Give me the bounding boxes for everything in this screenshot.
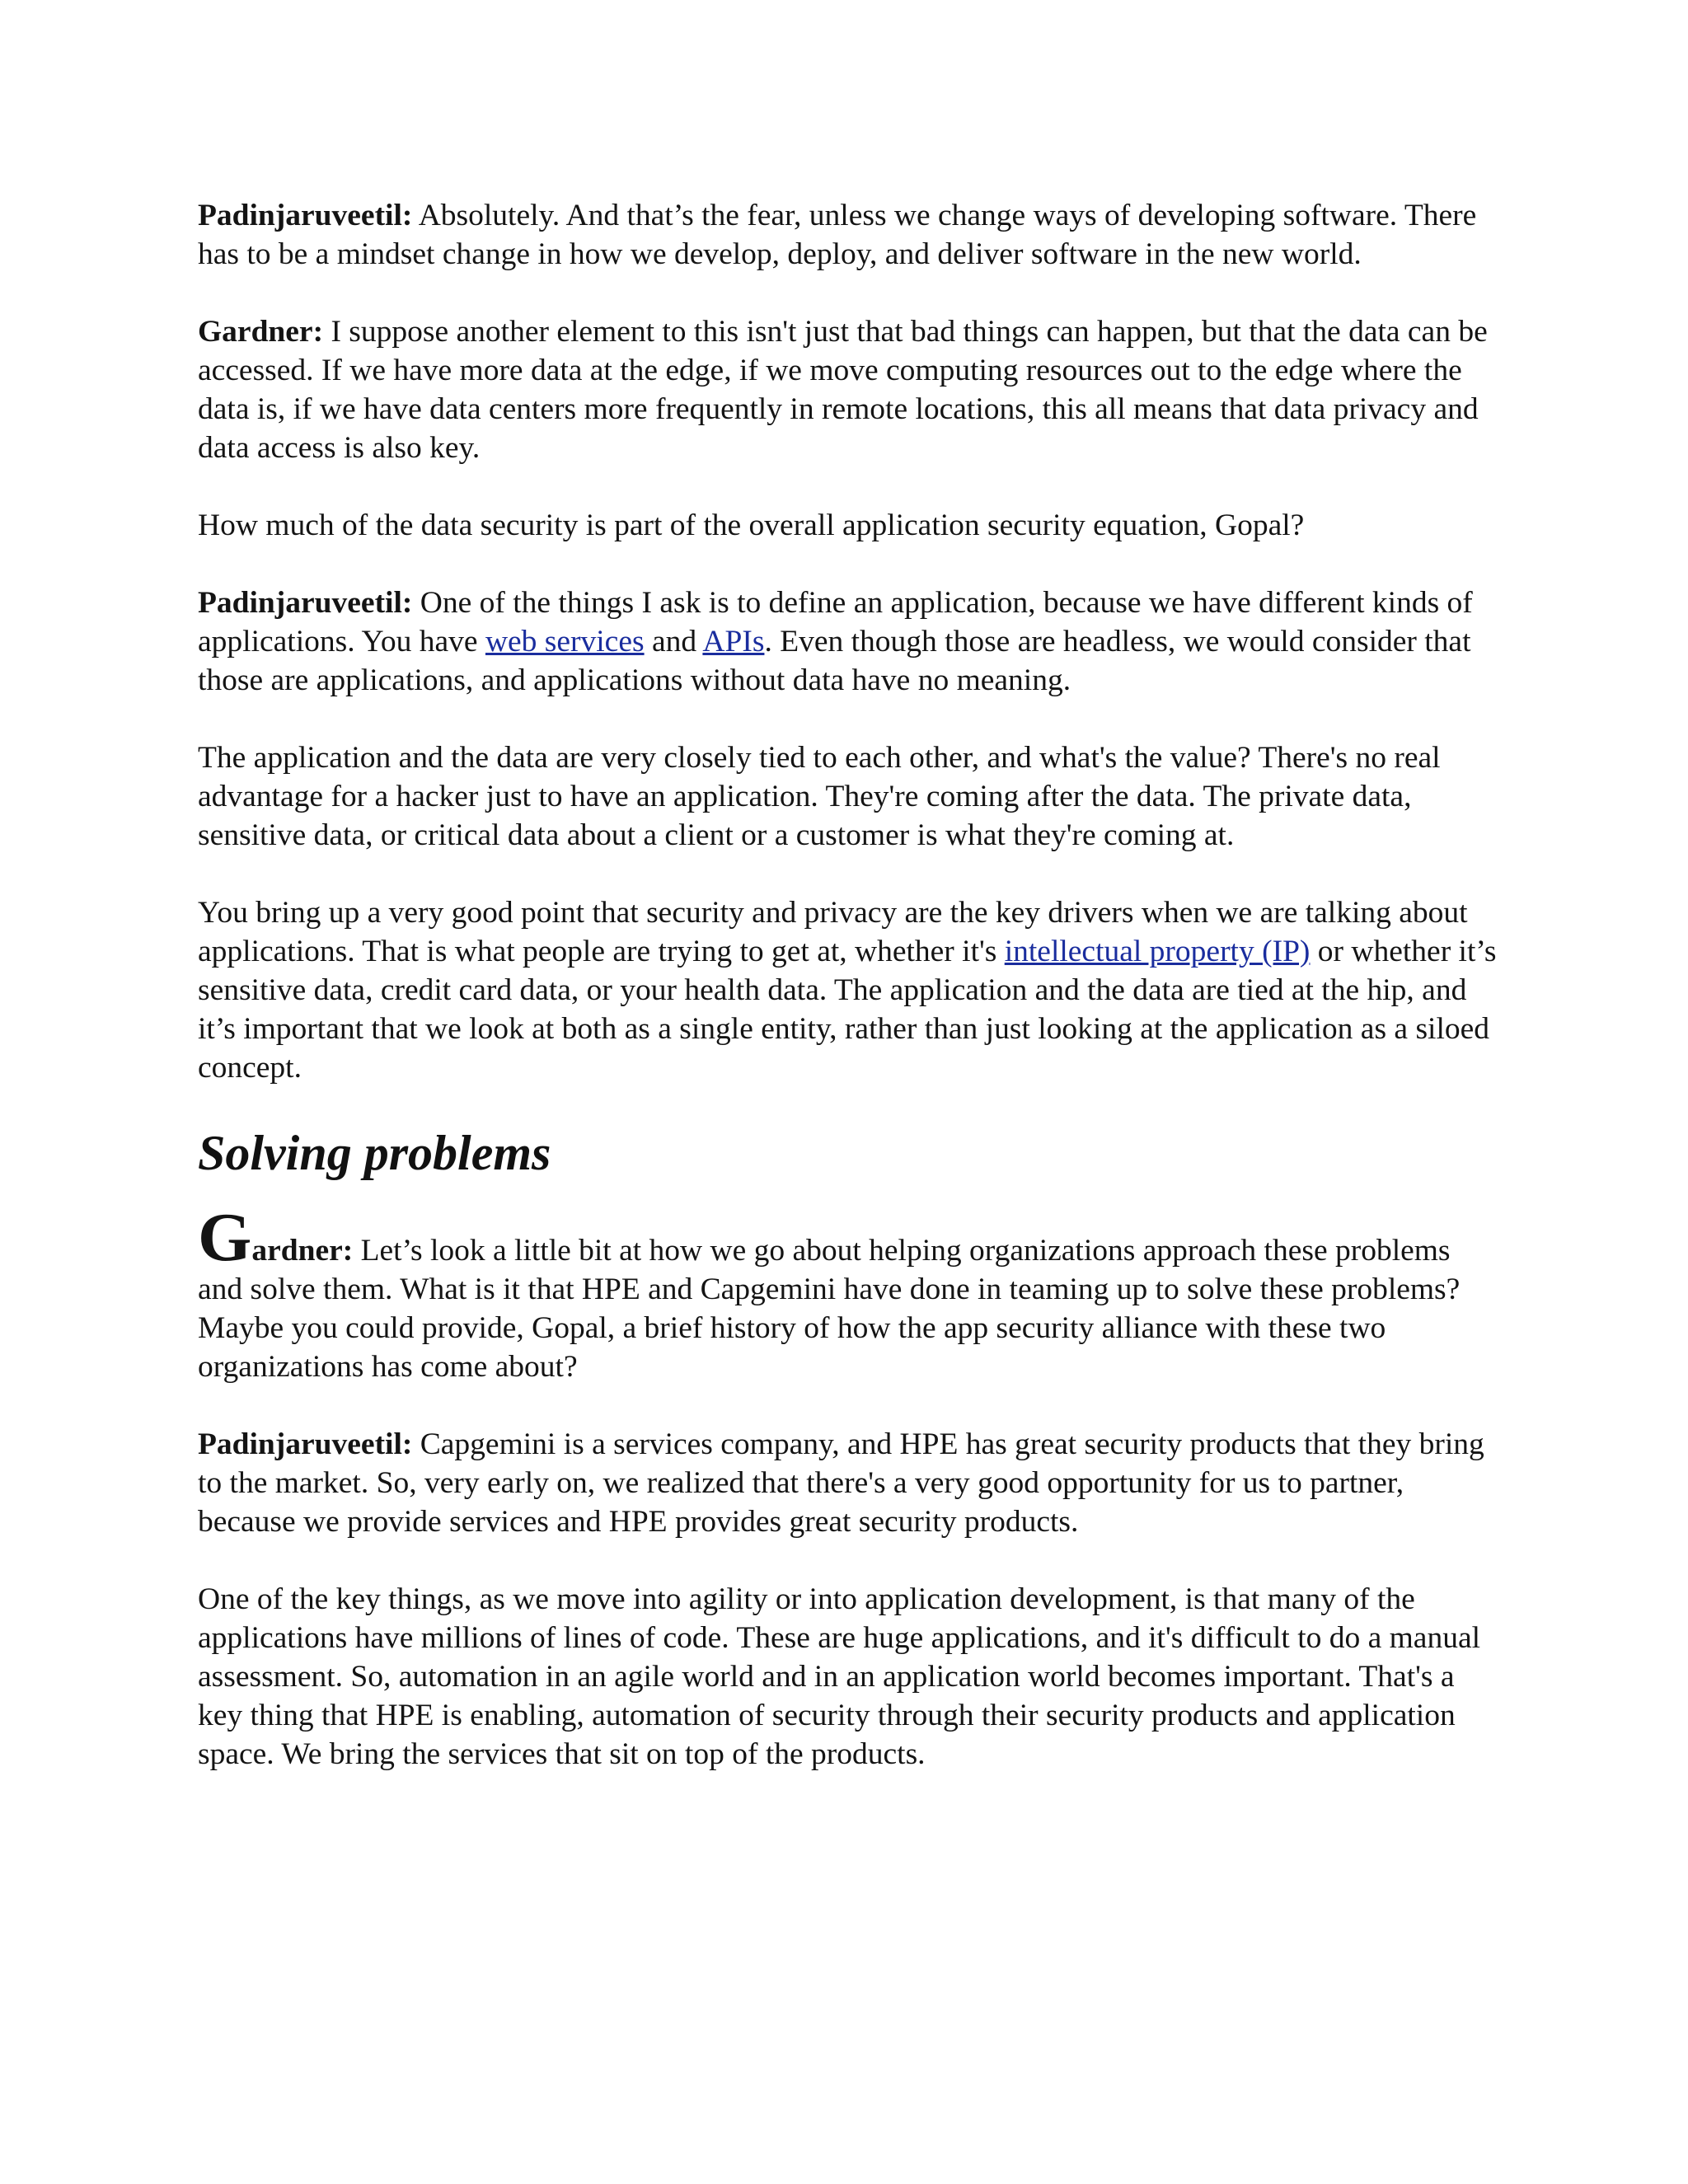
- paragraph: [198, 893, 1500, 1087]
- drop-cap: G: [198, 1199, 252, 1276]
- paragraph: [198, 196, 1500, 274]
- paragraph-text: Absolutely. And that’s the fear, unless we change ways of developing software. There has to be a mindset change in how we develop, deploy, and deliver software in the new world.: [198, 199, 1477, 271]
- paragraph-text: How much of the data security is part of the overall application security equation, Gopal?: [198, 509, 1305, 542]
- speaker-name: Padinjaruveetil:: [198, 586, 413, 620]
- paragraph-text: The application and the data are very closely tied to each other, and what's the value? There's no real advantage for a hacker just to have an application. They're coming after the data. The private data, sensitive data, or critical data about a client or a customer is what they're coming at.: [198, 741, 1441, 852]
- intellectual-property-link[interactable]: intellectual property (IP): [1004, 935, 1311, 968]
- paragraph-text: Capgemini is a services company, and HPE has great security products that they bring to the market. So, very early on, we realized that there's a very good opportunity for us to partner, because we provide services and HPE provides great security products.: [198, 1427, 1484, 1539]
- document-page: [198, 196, 1500, 1812]
- paragraph: [198, 738, 1500, 855]
- paragraph-text: Let’s look a little bit at how we go about helping organizations approach these problems and solve them. What is it that HPE and Capgemini have done in teaming up to solve these problems? Maybe you could provide, Gopal, a brief history of how the app security alliance with these two organizations has come about?: [198, 1234, 1461, 1384]
- paragraph: [198, 506, 1500, 545]
- paragraph-text: I suppose another element to this isn't just that bad things can happen, but that the data can be accessed. If we have more data at the edge, if we move computing resources out to the edge where the data is, if we have data centers more frequently in remote locations, this all means that data privacy and data access is also key.: [198, 315, 1488, 465]
- paragraph: [198, 312, 1500, 467]
- paragraph: [198, 583, 1500, 700]
- speaker-name: Padinjaruveetil:: [198, 199, 413, 232]
- paragraph: [198, 1199, 1500, 1386]
- paragraph-text: One of the key things, as we move into agility or into application development, is that many of the applications have millions of lines of code. These are huge applications, and it's difficult to do a manual assessment. So, automation in an agile world and in an application world becomes important. That's a key thing that HPE is enabling, automation of security through their security products and application space. We bring the services that sit on top of the products.: [198, 1582, 1481, 1771]
- paragraph-text: . Even though those are headless, we would consider that those are applications, and applications without data have no meaning.: [198, 625, 1471, 697]
- paragraph: [198, 1425, 1500, 1541]
- paragraph-text: and: [644, 625, 703, 658]
- apis-link[interactable]: APIs: [702, 625, 765, 658]
- web-services-link[interactable]: web services: [485, 625, 645, 658]
- speaker-name: Padinjaruveetil:: [198, 1427, 413, 1461]
- speaker-name: ardner:: [251, 1234, 354, 1268]
- section-heading: Solving problems: [198, 1126, 551, 1180]
- paragraph-text: One of the things I ask is to define an application, because we have different kinds of applications. You have: [198, 586, 1473, 658]
- paragraph-text: or whether it’s sensitive data, credit card data, or your health data. The application and the data are tied at the hip, and it’s important that we look at both as a single entity, rather than just looking at the application as a siloed concept.: [198, 935, 1497, 1085]
- paragraph: [198, 1580, 1500, 1774]
- paragraph-text: You bring up a very good point that security and privacy are the key drivers when we are talking about applications. That is what people are trying to get at, whether it's: [198, 896, 1468, 968]
- speaker-name: Gardner:: [198, 315, 324, 349]
